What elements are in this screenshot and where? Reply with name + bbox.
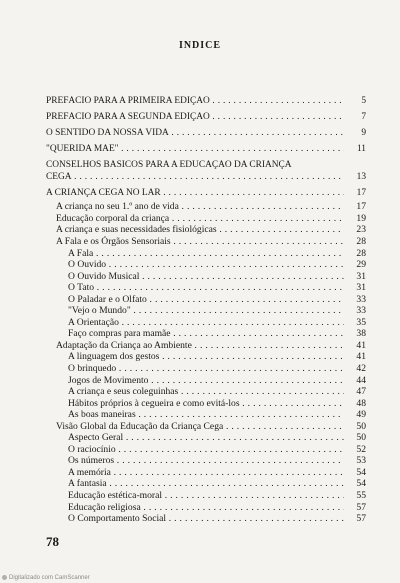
toc-entry <box>46 432 366 444</box>
toc-entry-page: 38 <box>356 328 366 340</box>
toc-entry-title: O Ouvido . . . <box>46 259 344 271</box>
toc-entry <box>46 467 366 479</box>
page-number: 78 <box>46 534 59 549</box>
toc-entry-title: O Paladar e o Olfato . . . <box>46 294 344 306</box>
scanner-watermark-text: Digitalizado com CamScanner <box>9 575 90 581</box>
toc-entry-title: Visão Global da Educação da Criança Cega . . . <box>46 421 344 433</box>
toc-entry-page: 13 <box>356 171 366 182</box>
toc-entry <box>46 96 366 108</box>
toc-entry-page: 28 <box>356 235 366 247</box>
toc-entry <box>46 502 366 514</box>
toc-entry-page: 42 <box>356 362 366 374</box>
toc-entry-title: A Fala e os Órgãos Sensoriais . . . <box>46 236 344 248</box>
toc-entry <box>46 259 366 271</box>
toc-entry-page: 54 <box>356 466 366 478</box>
toc-entry <box>46 421 366 433</box>
toc-entry <box>46 340 366 352</box>
toc-entry-title: Hábitos próprios à cegueira e como evitá-los . . . <box>46 398 344 410</box>
toc-entry-title: Faço compras para mamãe . . . <box>46 328 344 340</box>
toc-entry <box>46 398 366 410</box>
toc-entry-title: As boas maneiras . . . <box>46 409 344 421</box>
toc-entry <box>46 160 366 172</box>
toc-entry-page: 57 <box>356 513 366 525</box>
toc-entry-page: 33 <box>356 293 366 305</box>
toc-entry-title: CONSELHOS BÁSICOS PARA A EDUCAÇÃO DA CRIANÇA <box>46 160 292 171</box>
toc-entry-page: 50 <box>356 432 366 444</box>
toc-entry <box>46 236 366 248</box>
camscanner-logo-icon <box>2 575 7 580</box>
toc-entry-page: 11 <box>356 144 366 155</box>
toc-entry-title: Educação estética-moral . . . <box>46 490 344 502</box>
toc-entry-title: Adaptação da Criança ao Ambiente . . . <box>46 340 344 352</box>
toc-entry-page: 48 <box>356 397 366 409</box>
toc-entry-page: 7 <box>361 112 366 123</box>
toc-entry <box>46 351 366 363</box>
toc-entry-title: Educação corporal da criança . . . <box>46 213 344 225</box>
toc-entry-page: 57 <box>356 501 366 513</box>
toc-entry-title: A linguagem dos gestos . . . <box>46 351 344 363</box>
toc-entry <box>46 409 366 421</box>
toc-entry <box>46 144 366 156</box>
toc-entry-title: A criança e seus coleguinhas . . . <box>46 386 344 398</box>
toc-entry <box>46 282 366 294</box>
toc-entry-page: 9 <box>361 128 366 139</box>
toc-entry <box>46 455 366 467</box>
toc-entry-page: 52 <box>356 443 366 455</box>
toc-entry <box>46 224 366 236</box>
toc-entry-page: 55 <box>356 490 366 501</box>
toc-entry-title: O Tato . . . <box>46 282 344 294</box>
toc-entry <box>46 112 366 124</box>
toc-entry-title: A Orientação . . . <box>46 317 344 329</box>
toc-entry-title: A criança no seu 1.º ano de vida . . . <box>46 201 344 213</box>
toc-entry <box>46 375 366 387</box>
toc-entry <box>46 248 366 260</box>
toc-entry <box>46 317 366 329</box>
toc-entry-title: "QUERIDA MÃE" . . . <box>46 144 344 156</box>
toc-entry <box>46 188 366 200</box>
index-title: INDICE <box>178 40 222 51</box>
toc-entry-title: Os números . . . <box>46 455 344 467</box>
toc-entry-title: PREFÁCIO PARA A PRIMEIRA EDIÇÃO . . . <box>46 96 344 108</box>
toc-entry-page: 49 <box>356 409 366 421</box>
toc-entry <box>46 386 366 398</box>
toc-entry <box>46 490 366 502</box>
toc-entry <box>46 478 366 490</box>
toc-entry-title: O brinquedo . . . <box>46 363 344 375</box>
toc-entry <box>46 513 366 525</box>
toc-entry-title: A memória . . . <box>46 467 344 479</box>
toc-entry-page: 54 <box>356 478 366 490</box>
toc-entry-title: A Fala . . . <box>46 248 344 260</box>
toc-entry <box>46 444 366 456</box>
toc-entry <box>46 271 366 283</box>
toc-entry-page: 50 <box>356 420 366 432</box>
toc-entry <box>46 128 366 140</box>
table-of-contents <box>46 96 366 525</box>
toc-entry-title: A fantasia . . . <box>46 478 344 490</box>
toc-entry <box>46 172 366 184</box>
toc-entry-page: 47 <box>356 386 366 398</box>
toc-entry-title: PREFÁCIO PARA A SEGUNDA EDIÇÃO . . . <box>46 112 344 124</box>
toc-entry <box>46 213 366 225</box>
toc-entry <box>46 305 366 317</box>
toc-entry-title: Jogos de Movimento . . . <box>46 375 344 387</box>
toc-entry-title: O Ouvido Musical . . . <box>46 271 344 283</box>
toc-entry-page: 33 <box>356 305 366 317</box>
toc-entry-page: 53 <box>356 455 366 467</box>
toc-entry-page: 31 <box>356 282 366 294</box>
toc-entry-page: 41 <box>356 339 366 351</box>
toc-entry-page: 17 <box>356 187 366 198</box>
toc-entry <box>46 363 366 375</box>
toc-entry-page: 23 <box>356 224 366 236</box>
toc-entry-page: 44 <box>356 374 366 386</box>
scanner-watermark <box>2 575 90 581</box>
toc-entry-page: 17 <box>356 201 366 213</box>
toc-entry-title: A CRIANÇA CEGA NO LAR . . . <box>46 188 344 200</box>
toc-entry-page: 35 <box>356 316 366 328</box>
toc-entry-title: A criança e suas necessidades fisiológicas . . . <box>46 224 344 236</box>
toc-entry <box>46 294 366 306</box>
toc-entry-page: 28 <box>356 247 366 259</box>
toc-entry-title: O Comportamento Social . . . <box>46 513 344 525</box>
toc-entry-title: Aspecto Geral . . . <box>46 432 344 444</box>
toc-entry-title: O SENTIDO DA NOSSA VIDA . . . <box>46 128 344 140</box>
toc-entry-page: 19 <box>356 212 366 224</box>
toc-entry-page: 31 <box>356 270 366 282</box>
toc-entry-title: O raciocínio . . . <box>46 444 344 456</box>
toc-entry-title: "Vejo o Mundo" . . . <box>46 305 344 317</box>
toc-entry-page: 41 <box>356 351 366 363</box>
toc-entry <box>46 201 366 213</box>
toc-entry-title: CEGA . . . <box>46 172 344 184</box>
toc-entry-page: 5 <box>361 96 366 106</box>
toc-entry <box>46 328 366 340</box>
toc-entry-page: 29 <box>356 259 366 271</box>
toc-entry-title: Educação religiosa . . . <box>46 502 344 514</box>
